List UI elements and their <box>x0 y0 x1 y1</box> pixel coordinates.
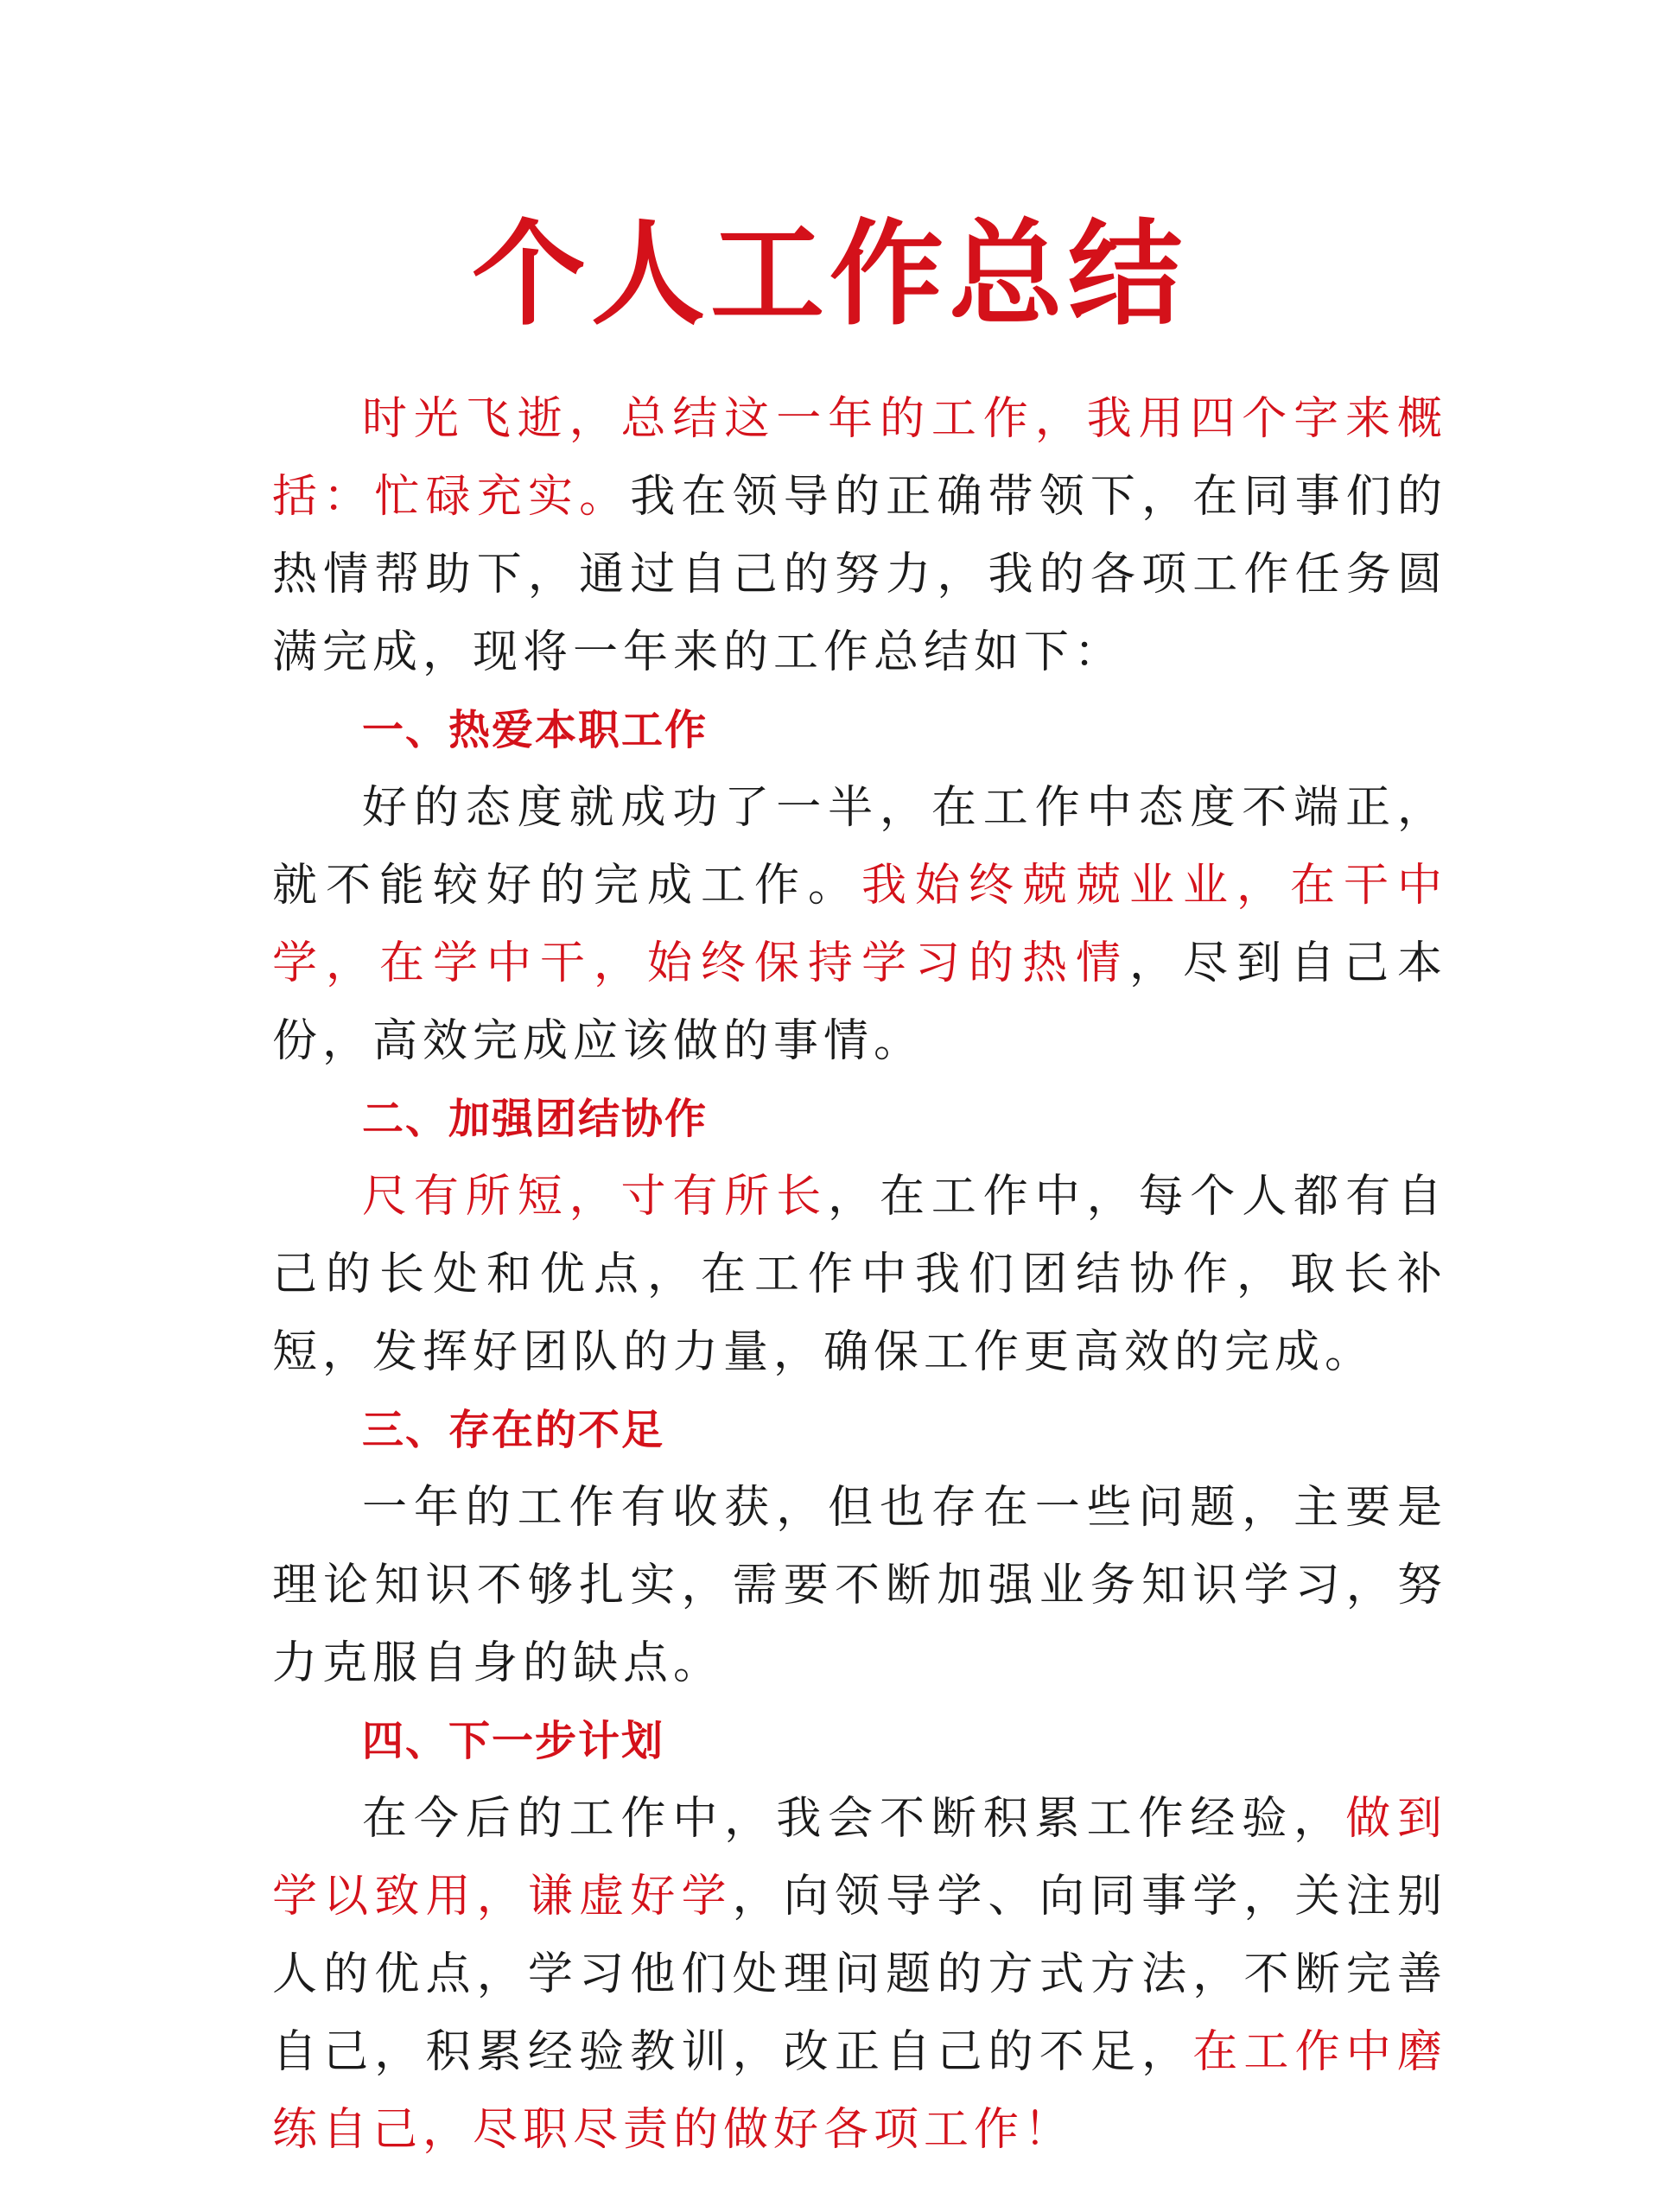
section-4-text-a: 在今后的工作中，我会不断积累工作经验， <box>362 1793 1346 1845</box>
intro-paragraph <box>272 380 1447 691</box>
section-1-highlight: 我始终兢兢业业，在干中学，在学中干，始终保持学习的热情 <box>272 860 1447 989</box>
section-3-text: 一年的工作有收获，但也存在一些问题，主要是理论知识不够扎实，需要不断加强业务知识学习，努力克服自身的缺点。 <box>272 1482 1447 1689</box>
section-1-paragraph <box>272 769 1447 1080</box>
section-4-highlight-b: 在工作中磨练自己，尽职尽责的做好各项工作！ <box>272 2026 1447 2156</box>
intro-text: 我在领导的正确带领下，在同事们的热情帮助下，通过自己的努力，我的各项工作任务圆满完成，现将一年来的工作总结如下： <box>272 471 1447 678</box>
section-1-text-a: 好的态度就成功了一半，在工作中态度不端正，就不能较好的完成工作。 <box>272 782 1447 912</box>
section-3-paragraph <box>272 1469 1447 1702</box>
document-body <box>272 380 1447 2169</box>
document-title: 个人工作总结 <box>472 207 1187 341</box>
section-4-paragraph <box>272 1780 1447 2169</box>
section-4-text-b: ，向领导学、向同事学，关注别人的优点，学习他们处理问题的方式方法，不断完善自己，积累经验教训，改正自己的不足， <box>272 1871 1447 2078</box>
section-2-highlight: 尺有所短，寸有所长 <box>362 1171 829 1223</box>
section-2-paragraph <box>272 1158 1447 1391</box>
section-4-highlight-a: 做到学以致用，谦虚好学 <box>272 1793 1447 1923</box>
section-2-text: ，在工作中，每个人都有自己的长处和优点，在工作中我们团结协作，取长补短，发挥好团队的力量，确保工作更高效的完成。 <box>272 1171 1447 1378</box>
intro-highlight: 时光飞逝，总结这一年的工作，我用四个字来概括：忙碌充实。 <box>272 393 1447 523</box>
section-1-text-b: ，尽到自己本份，高效完成应该做的事情。 <box>272 938 1447 1067</box>
section-4-heading: 四、下一步计划 <box>362 1717 665 1765</box>
section-2-heading: 二、加强团结协作 <box>362 1095 709 1143</box>
section-3-heading: 三、存在的不足 <box>362 1406 665 1454</box>
section-1-heading: 一、热爱本职工作 <box>362 706 709 754</box>
